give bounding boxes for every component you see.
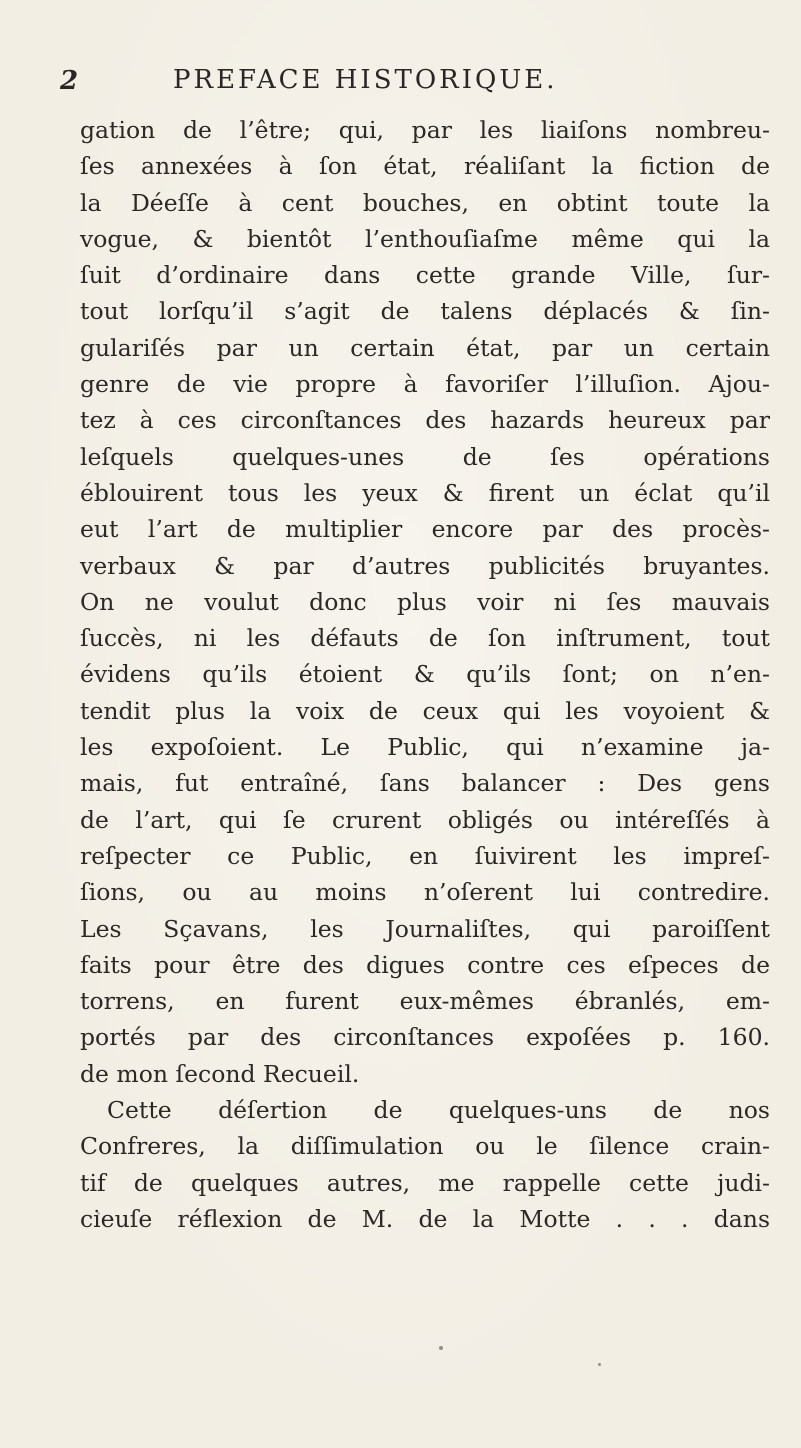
paper-speck: [439, 1346, 443, 1350]
text-line: reſpecter ce Public, en ſuivirent les impreſ-: [80, 841, 770, 870]
text-line: ſes annexées à ſon état, réaliſant la fiction de: [80, 152, 770, 181]
text-line: verbaux & par d’autres publicités bruyantes.: [80, 551, 770, 580]
text-line: tif de quelques autres, me rappelle cette judi-: [80, 1168, 770, 1197]
text-line: la Déeſſe à cent bouches, en obtint toute la: [80, 188, 770, 217]
text-line: de mon ſecond Recueil.: [80, 1059, 360, 1088]
text-line: eut l’art de multiplier encore par des procès-: [80, 515, 770, 544]
text-line: gation de l’être; qui, par les liaiſons nombreu-: [80, 116, 770, 144]
text-line: faits pour être des digues contre ces eſpeces de: [80, 950, 770, 979]
text-line: ſuccès, ni les défauts de ſon inſtrument, tout: [80, 624, 770, 653]
text-line: portés par des circonſtances expoſées p. 160.: [80, 1023, 770, 1052]
text-line: tez à ces circonſtances des hazards heureux par: [80, 406, 770, 435]
text-line: les expoſoient. Le Public, qui n’examine ja-: [80, 733, 770, 762]
running-head: PREFACE HISTORIQUE.: [173, 65, 558, 95]
text-line: de l’art, qui ſe crurent obligés ou intéreſſés à: [80, 805, 770, 834]
text-line: ſions, ou au moins n’oſerent lui contredire.: [80, 878, 770, 907]
text-line: Les Sçavans, les Journaliſtes, qui paroiſſent: [80, 914, 770, 943]
text-line: mais, fut entraîné, ſans balancer : Des gens: [80, 769, 770, 798]
text-line: tendit plus la voix de ceux qui les voyoient &: [80, 696, 770, 725]
text-line: leſquels quelques-unes de ſes opérations: [80, 442, 770, 471]
text-line: On ne voulut donc plus voir ni ſes mauvais: [80, 587, 770, 616]
text-line: ſuit d’ordinaire dans cette grande Ville, ſur-: [80, 261, 770, 290]
text-line: torrens, en furent eux-mêmes ébranlés, em-: [80, 987, 770, 1016]
text-line: gulariſés par un certain état, par un certain: [80, 333, 770, 362]
body-text: [80, 112, 770, 1237]
text-line: évidens qu’ils étoient & qu’ils ſont; on n’en-: [80, 660, 770, 689]
page-number: 2: [60, 66, 79, 96]
text-line: Cette déſertion de quelques-uns de nos: [107, 1096, 770, 1125]
text-line: cieuſe réflexion de M. de la Motte . . . dans: [80, 1204, 770, 1233]
page-header: [60, 66, 760, 106]
paper-speck: [598, 1363, 601, 1366]
text-line: tout lorſqu’il s’agit de talens déplacés & ſin-: [80, 297, 770, 326]
text-line: éblouirent tous les yeux & firent un éclat qu’il: [80, 478, 770, 507]
text-line: vogue, & bientôt l’enthouſiaſme même qui la: [80, 224, 770, 253]
text-line: genre de vie propre à favoriſer l’illuſion. Ajou-: [80, 370, 770, 399]
paper-speck: [97, 1212, 100, 1215]
text-line: Confreres, la diſſimulation ou le ſilence crain-: [80, 1132, 770, 1161]
